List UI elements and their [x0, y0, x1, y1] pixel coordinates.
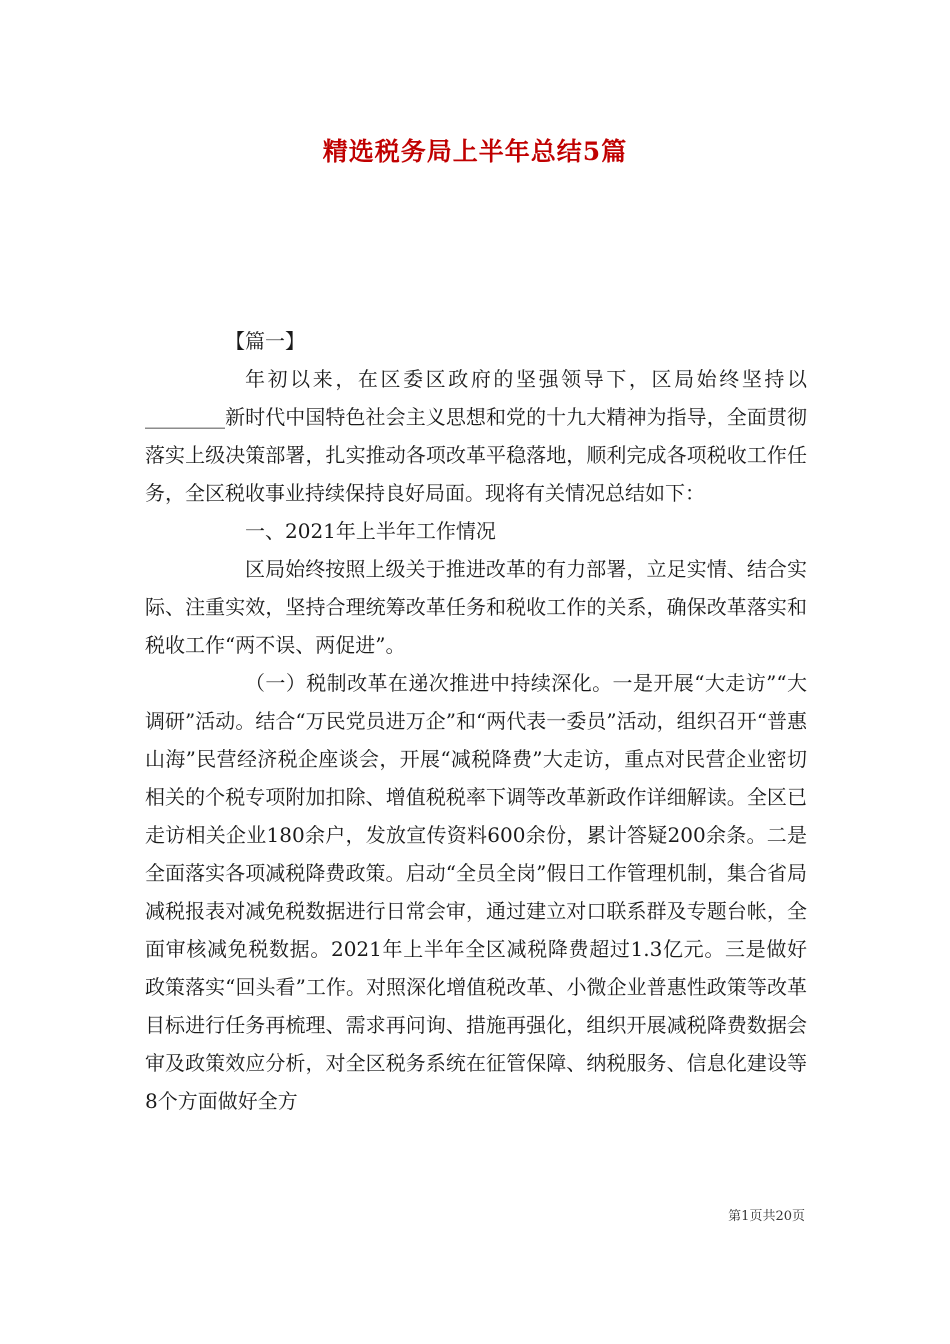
heading-first-half-work: 一、2021年上半年工作情况	[245, 519, 496, 543]
document-title: 精选税务局上半年总结5篇	[322, 137, 628, 166]
section-label: 【篇一】	[225, 329, 305, 353]
paragraph-reform-overview: 区局始终按照上级关于推进改革的有力部署，立足实情、结合实际、注重实效，坚持合理统筹改革任务和税收工作的关系，确保改革落实和税收工作“两不误、两促进”。	[145, 557, 807, 657]
page-number: 第1页共20页	[728, 1209, 805, 1224]
paragraph-intro: 年初以来，在区委区政府的坚强领导下，区局始终坚持以________新时代中国特色社会主义思想和党的十九大精神为指导，全面贯彻落实上级决策部署，扎实推动各项改革平稳落地，顺利完成各项税收工作任务，全区税收事业持续保持良好局面。现将有关情况总结如下：	[145, 367, 807, 505]
paragraph-tax-reform: （一）税制改革在递次推进中持续深化。一是开展“大走访”“大调研”活动。结合“万民党员进万企”和“两代表一委员”活动，组织召开“普惠山海”民营经济税企座谈会，开展“减税降费”大走访，重点对民营企业密切相关的个税专项附加扣除、增值税税率下调等改革新政作详细解读。全区已走访相关企业180余户，发放宣传资料600余份，累计答疑200余条。二是全面落实各项减税降费政策。启动“全员全岗”假日工作管理机制，集合省局减税报表对减免税数据进行日常会审，通过建立对口联系群及专题台帐，全面审核减免税数据。2021年上半年全区减税降费超过1.3亿元。三是做好政策落实“回头看”工作。对照深化增值税改革、小微企业普惠性政策等改革目标进行任务再梳理、需求再问询、措施再强化，组织开展减税降费数据会审及政策效应分析，对全区税务系统在征管保障、纳税服务、信息化建设等8个方面做好全方	[145, 671, 807, 1113]
document-body	[145, 322, 807, 1120]
